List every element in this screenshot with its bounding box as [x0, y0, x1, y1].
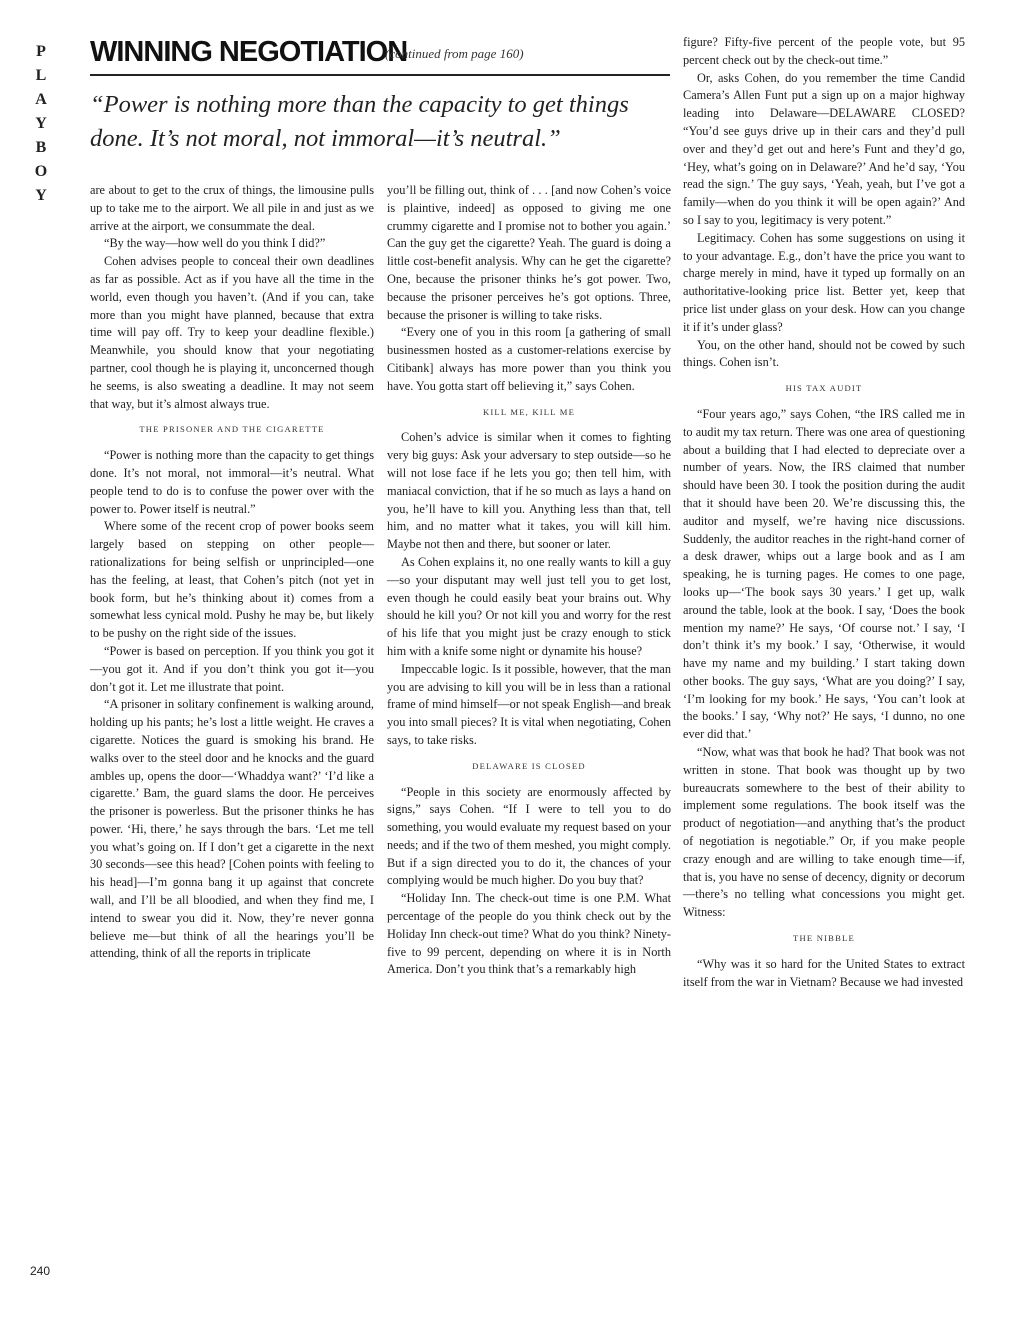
paragraph: “A prisoner in solitary confinement is walking around, holding up his pants; he’s lost a little weight. He craves a cigarette. Notices the guard is smoking his brand. He walks over to the steel door and he knocks and the guard ambles up, opens the door—‘Whaddya want?’ ‘I’d like a cigarette.’ Bam, the guard slams the door. He perceives the prisoner is powerless. But the prisoner thinks he has power. ‘Hi, there,’ he says through the bars. ‘Let me tell you what’s going on. If I don’t get a cigarette in the next 30 seconds—see this head? [Cohen points with feeling to his head]—I’m gonna bang it up against that concrete wall, and I’ll be all bloodied, and when they find me, I intend to swear you did it. Now, they’re never gonna believe me—but think of all the hearings you’ll be attending, think of all the reports in triplicate	[90, 697, 374, 961]
text-column-3	[683, 34, 965, 991]
logo-letter: Y	[35, 187, 47, 204]
paragraph: “Power is nothing more than the capacity to get things done. It’s not moral, not immoral—it’s neutral. What people tend to do is to confuse the power over with the power to. Power itself is neutral.”	[90, 448, 374, 516]
paragraph: You, on the other hand, should not be cowed by such things. Cohen isn’t.	[683, 337, 965, 370]
paragraph: are about to get to the crux of things, the limousine pulls up to take me to the airport. We all pile in and just as we arrive at the airport, we consummate the deal.	[90, 183, 374, 233]
section-heading: HIS TAX AUDIT	[785, 383, 863, 394]
section-heading: THE PRISONER AND THE CIGARETTE	[139, 424, 325, 435]
page-number: 240	[30, 1264, 51, 1278]
pull-quote: “Power is nothing more than the capacity to get things done. It’s not moral, not immoral—it’s neutral.”	[90, 91, 629, 152]
paragraph: “Four years ago,” says Cohen, “the IRS called me in to audit my tax return. There was one area of questioning about a building that I had elected to depreciate over a number of years. Now, the IRS claimed that number should have been 30. I took the position during the audit that it should have been 20. We’re discussing this, the auditor and myself, we’re having nice discussions. Suddenly, the auditor reaches in the right-hand corner of a desk drawer, whips out a large book and as I am speaking, he is turning pages. He comes to one page, looks up—‘The book says 30 years.’ I get up, walk around the table, look at the book. I say, ‘Does the book mention my name?’ He says, ‘Of course not.’ I say, ‘I don’t think it’s my book.’ I say, ‘Otherwise, it would have my name and my building.’ I start taking down other books. The guy says, ‘What are you doing?’ I say, ‘I’m looking for my book.’ He says, ‘You can’t look at the books.’ I say, ‘Why not?’ He says, ‘I dunno, no one ever did that.’	[683, 406, 965, 742]
paragraph: “Holiday Inn. The check-out time is one P.M. What percentage of the people do you think check out by the Holiday Inn check-out time? What do you think? Ninety-five to 99 percent, depending on where it is in North America. Don’t you think that’s a remarkably high	[387, 891, 671, 977]
paragraph: Impeccable logic. Is it possible, however, that the man you are advising to kill you will be in less than a rational frame of mind himself—or not speak English—and break you into small pieces? It is vital when negotiating, Cohen says, to take risks.	[387, 661, 671, 747]
section-heading: KILL ME, KILL ME	[482, 406, 576, 417]
paragraph: “Power is based on perception. If you think you got it—you got it. And if you don’t think you got it—you don’t got it. Let me illustrate that point.	[90, 643, 374, 694]
title-rule	[90, 74, 670, 76]
paragraph: Or, asks Cohen, do you remember the time Candid Camera’s Allen Funt put a sign up on a major highway leading into Delaware—DELAWARE CLOSED? “You’d see guys drive up in their cars and they’d pull over and they’d get out and here’s Funt and they’d go, ‘Hey, what’s going on in Delaware?’ And he’d say, ‘You read the sign.’ The guy says, ‘Yeah, yeah, but I’ve got a family—when do you think it will be open again?’ And so I say to you, legitimacy is very potent.”	[683, 70, 965, 227]
paragraph: Legitimacy. Cohen has some suggestions on using it to your advantage. E.g., don’t have the price you want to charge merely in mind, have it typed up formally on an authoritative-looking price list. Better yet, keep that price list under glass on your desk. How can you change it if it’s under glass?	[683, 230, 965, 334]
paragraph: “Why was it so hard for the United States to extract itself from the war in Vietnam? Because we had invested	[683, 956, 965, 989]
text-column-1	[90, 182, 374, 963]
paragraph: As Cohen explains it, no one really wants to kill a guy—so your disputant may well just tell you to get lost, even though he could easily beat your brains out. Why should he kill you? Or not kill you and worry for the rest of his life that you might just be crazy enough to stick him with a knife some night or dynamite his house?	[387, 554, 671, 658]
text-column-2	[387, 182, 671, 979]
paragraph: “Now, what was that book he had? That book was not written in stone. That book was thought up by two bureaucrats somewhere to the best of their ability to implement some regulations. The book itself was the product of negotiation—and anything that’s the product of negotiation is negotiable.” Or, if you make people crazy enough and are willing to take enough time—if, that is, you have no sense of decency, dignity or decorum—there’s no telling what concessions you might get. Witness:	[683, 745, 965, 920]
magazine-logo-vertical	[30, 40, 52, 208]
paragraph: Where some of the recent crop of power books seem largely based on stepping on other people—rationalizations for being selfish or unprincipled—one has the feeling, at least, that Cohen’s pitch (not yet in book form, but he’s thinking about it) comes from a somewhat less cynical mold. Pushy he may be, but likely to be pushy on the right side of the issues.	[90, 519, 374, 641]
section-heading: DELAWARE IS CLOSED	[472, 760, 586, 771]
logo-letter: O	[34, 163, 48, 180]
paragraph: Cohen’s advice is similar when it comes to fighting very big guys: Ask your adversary to step outside—so he will not lose face if he lets you go; then tell him, with maniacal conviction, that if he so much as lays a hand on you, he’ll have to kill you. Anything less than that, tell him, and no matter what it takes, you will kill him. Maybe not then and there, but sooner or later.	[387, 430, 671, 552]
paragraph: you’ll be filling out, think of . . . [and now Cohen’s voice is plaintive, indeed] as opposed to giving me one crummy cigarette and I promise not to bother you again.’ Can the guy get the cigarette? Yeah. The guard is doing a little cost-benefit analysis. Why can he get the cigarette? One, because the prisoner thinks he’s got power. Two, because the prisoner perceives he’s got options. Three, because the prisoner is willing to take risks.	[387, 183, 671, 322]
logo-letter: B	[35, 139, 47, 156]
paragraph: “By the way—how well do you think I did?”	[104, 236, 326, 251]
logo-letter: Y	[35, 115, 47, 132]
section-heading: THE NIBBLE	[793, 933, 855, 944]
paragraph: “Every one of you in this room [a gathering of small businessmen hosted as a customer-relations exercise by Citibank] always has more power than you think you have. You gotta start off believing it,” says Cohen.	[387, 325, 671, 393]
paragraph: figure? Fifty-five percent of the people vote, but 95 percent check out by the check-out time.”	[683, 35, 965, 67]
logo-letter: A	[35, 91, 47, 108]
logo-letter: L	[35, 67, 47, 84]
paragraph: Cohen advises people to conceal their own deadlines as far as possible. Act as if you have all the time in the world, even though you haven’t. (And if you can, take more than you might have planned, because that extra time will pay off. Try to keep your deadline flexible.) Meanwhile, you should know that your negotiating partner, cool though he is playing it, unconcerned though he seems, is also sweating a deadline. It may not seem that way, but it’s almost always true.	[90, 254, 374, 411]
paragraph: “People in this society are enormously affected by signs,” says Cohen. “If I were to tell you to do something, you would evaluate my request based on your needs; and if the two of them meshed, you might comply. But if a sign directed you to do it, the chances of your complying would be much higher. Do you buy that?	[387, 784, 671, 888]
article-title: WINNING NEGOTIATION	[90, 36, 408, 68]
continued-note: (continued from page 160)	[385, 46, 524, 61]
logo-letter: P	[36, 43, 46, 60]
